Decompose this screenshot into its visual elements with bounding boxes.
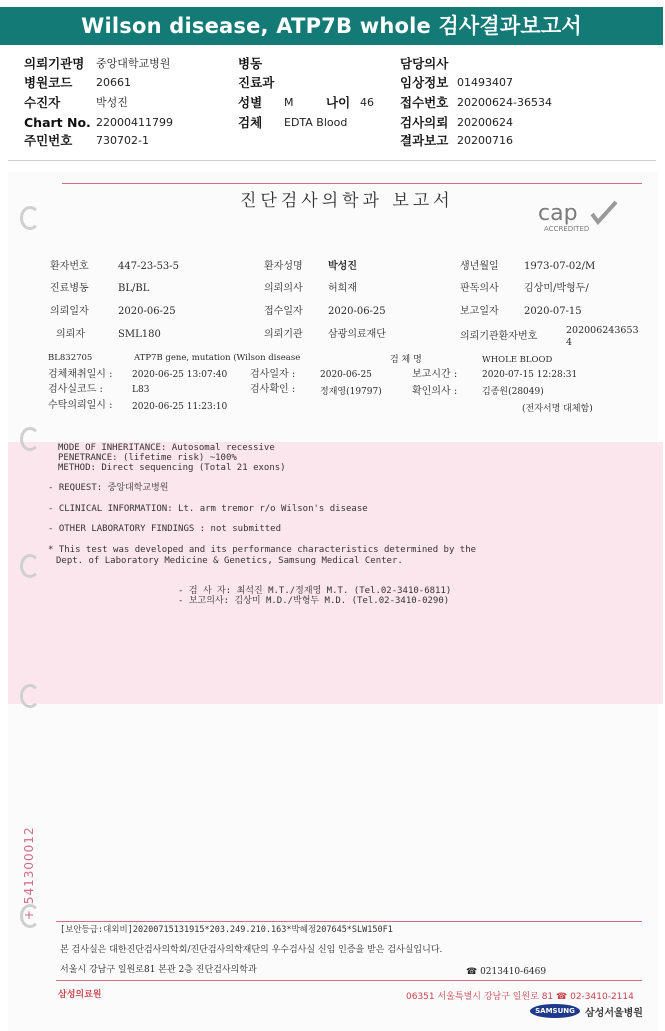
sex-value: M	[284, 96, 294, 109]
birth-value: 1973-07-02/M	[524, 261, 596, 272]
top-red-rule	[62, 183, 642, 184]
side-document-number: + 541300012	[22, 826, 36, 920]
age-value: 46	[360, 96, 374, 109]
security-line: [보안등급:대외비]20200715131915*203.249.210.163*박혜정207645*SLW150F1	[60, 925, 393, 935]
binder-hole-icon	[20, 684, 40, 708]
institution-label: 의뢰기관명	[24, 56, 85, 71]
verifier-label: 확인의사 :	[412, 386, 458, 397]
department-label: 진료과	[238, 75, 275, 90]
receipt-date-value: 2020-06-25	[328, 306, 386, 317]
resident-no-label: 주민번호	[24, 133, 73, 148]
report-page-title: 진단검사의학과 보고서	[240, 191, 454, 211]
test-code: BL832705	[48, 353, 93, 363]
req-date-value: 2020-06-25	[118, 306, 176, 317]
esign-note: (전자서명 대체함)	[522, 404, 593, 414]
lab-code-label: 검사실코드 :	[48, 384, 103, 395]
binder-hole-icon	[20, 427, 40, 451]
chart-no-value: 22000411799	[96, 116, 173, 129]
report-time-value: 2020-07-15 12:28:31	[482, 370, 578, 380]
req-date-label: 의뢰일자	[50, 306, 89, 317]
request-date-value: 20200624	[457, 116, 513, 129]
disclaimer-line-1: * This test was developed and its performance characteristics determined by the	[48, 545, 477, 555]
recipient-value: 박성진	[96, 96, 128, 109]
hospital-code-value: 20661	[96, 76, 131, 89]
samsung-logo: SAMSUNG	[530, 1004, 580, 1018]
sex-label: 성별	[238, 95, 263, 110]
binder-hole-icon	[20, 554, 40, 578]
receipt-date-label: 접수일자	[264, 306, 303, 317]
disclaimer-line-2: Dept. of Laboratory Medicine & Genetics, Samsung Medical Center.	[56, 556, 403, 566]
footer-address: 06351 서울특별시 강남구 일원로 81 ☎ 02-3410-2114	[406, 992, 634, 1002]
patient-name-value: 박성진	[328, 261, 357, 272]
specimen-name-label: 검 체 명	[390, 355, 422, 365]
requester-label: 의뢰자	[56, 329, 85, 340]
chart-no-label: Chart No.	[24, 115, 91, 130]
report-date-label: 결과보고	[400, 133, 449, 148]
reader-value: 김상미/박형두/	[524, 283, 589, 294]
test-name: ATP7B gene, mutation (Wilson disease	[134, 353, 301, 363]
request-line: - REQUEST: 중앙대학교병원	[48, 483, 169, 493]
cap-check-icon	[592, 202, 616, 222]
specimen-value: EDTA Blood	[284, 116, 348, 129]
clinical-info-value: 01493407	[457, 76, 513, 89]
inheritance-line: MODE OF INHERITANCE: Autosomal recessive	[58, 443, 275, 453]
birth-label: 생년월일	[460, 261, 499, 272]
report-title-banner: Wilson disease, ATP7B whole 검사결과보고서	[0, 7, 663, 45]
certification-line: 본 검사실은 대한진단검사의학회/진단검사의학재단의 우수검사실 신임 인증을 받은 검사실입니다.	[60, 945, 443, 955]
resident-no-value: 730702-1	[96, 134, 149, 147]
recipient-label: 수진자	[24, 95, 61, 110]
clinical-info-line: - CLINICAL INFORMATION: Lt. arm tremor r/o Wilson's disease	[48, 504, 368, 514]
footer-red-rule	[56, 921, 642, 922]
requester-value: SML180	[118, 329, 161, 340]
req-doctor-value: 허희재	[328, 283, 357, 294]
collect-time-label: 검체채취일시 :	[48, 369, 113, 380]
req-org-patno-label: 의뢰기관환자번호	[460, 331, 538, 342]
other-findings-line: - OTHER LABORATORY FINDINGS : not submitted	[48, 524, 281, 534]
clinical-info-label: 임상정보	[400, 75, 449, 90]
lab-code-value: L83	[132, 385, 150, 395]
samsung-hospital-name: 삼성서울병원	[585, 1008, 643, 1019]
phone-line: ☎ 0213410-6469	[466, 967, 547, 977]
req-org-value: 삼광의료재단	[328, 329, 386, 340]
report-date-value: 20200716	[457, 134, 513, 147]
cap-logo-text: cap	[538, 201, 578, 226]
receipt-no-value: 20200624-36534	[457, 96, 552, 109]
hospital-code-label: 병원코드	[24, 75, 73, 90]
ward-value: BL/BL	[118, 283, 150, 294]
confirm-value: 정재영(19797)	[320, 387, 382, 397]
doctor-label: 담당의사	[400, 56, 449, 71]
age-label: 나이	[326, 95, 351, 110]
reader-label: 판독의사	[460, 283, 499, 294]
specimen-name-value: WHOLE BLOOD	[482, 355, 553, 365]
collect-time-value: 2020-06-25 13:07:40	[132, 370, 228, 380]
institution-value: 중앙대학교병원	[96, 57, 171, 70]
footer-red-rule-2	[56, 980, 642, 981]
receipt-time-value: 2020-06-25 11:23:10	[132, 402, 228, 412]
req-org-label: 의뢰기관	[264, 329, 303, 340]
ward-label: 진료병동	[50, 283, 89, 294]
header-divider	[8, 160, 656, 161]
verifier-value: 김종원(28049)	[482, 387, 544, 397]
cap-accredited-logo	[530, 198, 622, 234]
address-line: 서울시 강남구 일원로81 본관 2층 진단검사의학과	[60, 965, 257, 975]
receipt-time-label: 수탁의뢰일시 :	[48, 400, 113, 411]
binder-hole-icon	[20, 206, 40, 230]
req-org-patno-value-cont: 4	[566, 337, 573, 348]
reporter-line: - 보고의사: 김상미 M.D./박형두 M.D. (Tel.02-3410-0290)	[178, 596, 450, 606]
request-date-label: 검사의뢰	[400, 115, 449, 130]
patient-no-value: 447-23-53-5	[118, 261, 180, 272]
test-date-value: 2020-06-25	[320, 370, 372, 380]
confirm-label: 검사확인 :	[250, 384, 296, 395]
cap-logo-subtext: ACCREDITED	[544, 225, 590, 233]
patient-name-label: 환자성명	[264, 261, 303, 272]
patient-no-label: 환자번호	[50, 261, 89, 272]
tester-line: - 검 사 자: 최석진 M.T./정재영 M.T. (Tel.02-3410-6811)	[178, 586, 452, 596]
ward-label: 병동	[238, 56, 263, 71]
req-org-patno-value: 202006243653	[566, 325, 639, 336]
report-date-value: 2020-07-15	[524, 306, 582, 317]
hospital-name-small: 삼성의료원	[58, 990, 102, 1000]
report-time-label: 보고시간 :	[412, 369, 458, 380]
report-date-label: 보고일자	[460, 306, 499, 317]
test-date-label: 검사일자 :	[250, 369, 296, 380]
req-doctor-label: 의뢰의사	[264, 283, 303, 294]
receipt-no-label: 접수번호	[400, 95, 449, 110]
penetrance-line: PENETRANCE: (lifetime risk) ~100%	[58, 453, 237, 463]
method-line: METHOD: Direct sequencing (Total 21 exons)	[58, 463, 286, 473]
specimen-label: 검체	[238, 115, 263, 130]
